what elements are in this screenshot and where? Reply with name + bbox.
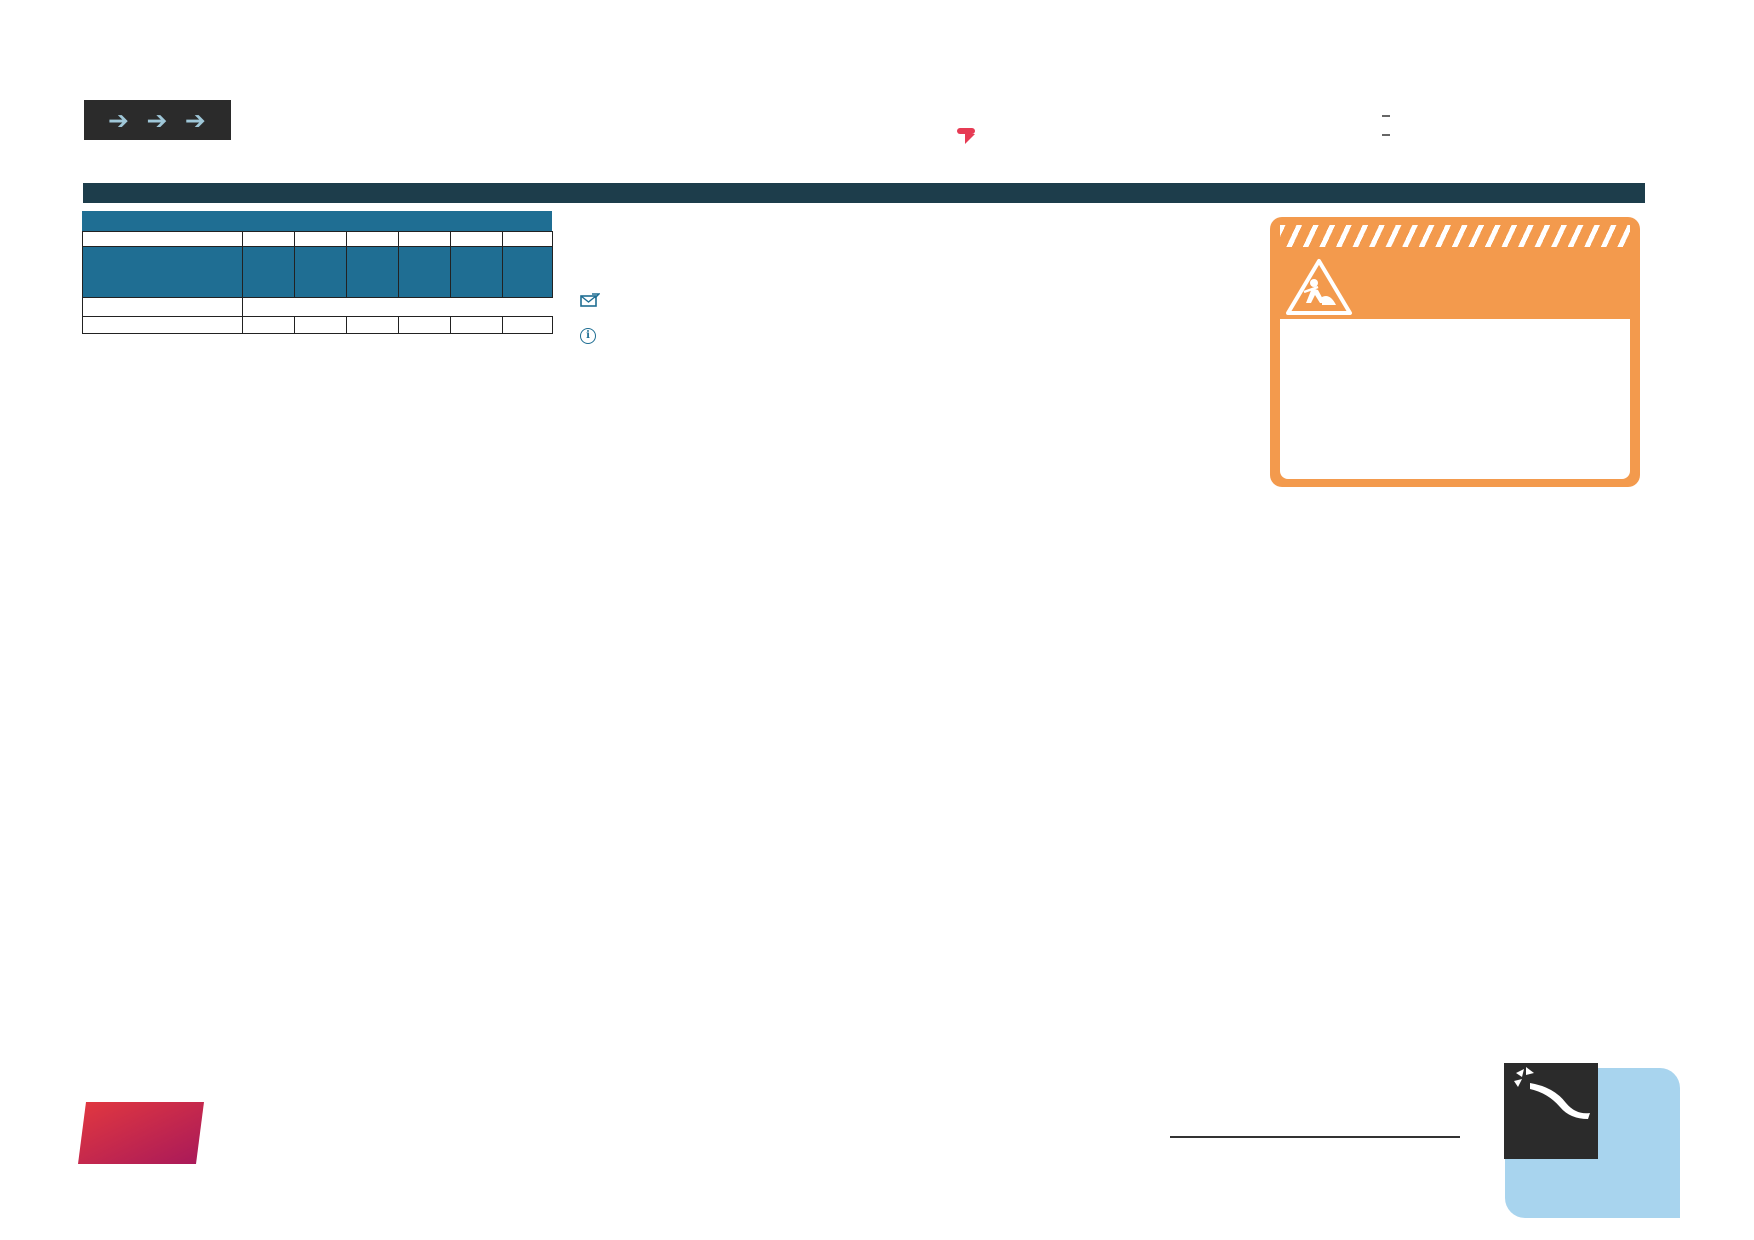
mail-icon [580, 293, 600, 310]
info-trafic-content [1280, 319, 1630, 479]
timetable [82, 211, 552, 334]
renvois-label [83, 298, 243, 317]
timetable-day-label [82, 211, 552, 231]
train-type [451, 317, 503, 334]
co2-note [1382, 104, 1390, 142]
co2-line [1382, 134, 1390, 136]
timetable-grid [82, 231, 553, 334]
warning-stripes [1280, 225, 1630, 247]
train-type [295, 317, 347, 334]
arrow-right-icon: ➔ [108, 105, 131, 135]
days-cell [295, 247, 347, 298]
days-cell [243, 247, 295, 298]
days-row [83, 247, 553, 298]
days-cell [347, 247, 399, 298]
ermine-icon [1504, 1063, 1598, 1123]
train-number [295, 232, 347, 247]
train-number [243, 232, 295, 247]
train-number-label [83, 232, 243, 247]
days-label [83, 247, 243, 298]
arrow-right-icon: ➔ [184, 105, 208, 135]
train-number-row [83, 232, 553, 247]
train-type [503, 317, 553, 334]
train-type [347, 317, 399, 334]
days-cell [503, 247, 553, 298]
train-type [243, 317, 295, 334]
update-badge [957, 128, 975, 134]
train-type [399, 317, 451, 334]
info-trafic-box [1270, 217, 1640, 487]
train-number [503, 232, 553, 247]
train-type-empty [83, 317, 243, 334]
legend-text [618, 261, 626, 289]
period-bar [83, 183, 1645, 203]
days-cell [451, 247, 503, 298]
region-bretagne-logo [1504, 1063, 1598, 1159]
train-number [399, 232, 451, 247]
train-number [451, 232, 503, 247]
arrow-right-icon: ➔ [146, 105, 169, 135]
days-cell [399, 247, 451, 298]
roadworks-icon [1284, 257, 1354, 321]
divider [1170, 1136, 1460, 1138]
co2-line [1382, 115, 1390, 117]
info-icon: i [580, 328, 596, 344]
renvois-row [83, 298, 553, 317]
sncf-logo [78, 1102, 204, 1164]
train-type-row [83, 317, 553, 334]
train-number [347, 232, 399, 247]
route-title [84, 100, 231, 140]
